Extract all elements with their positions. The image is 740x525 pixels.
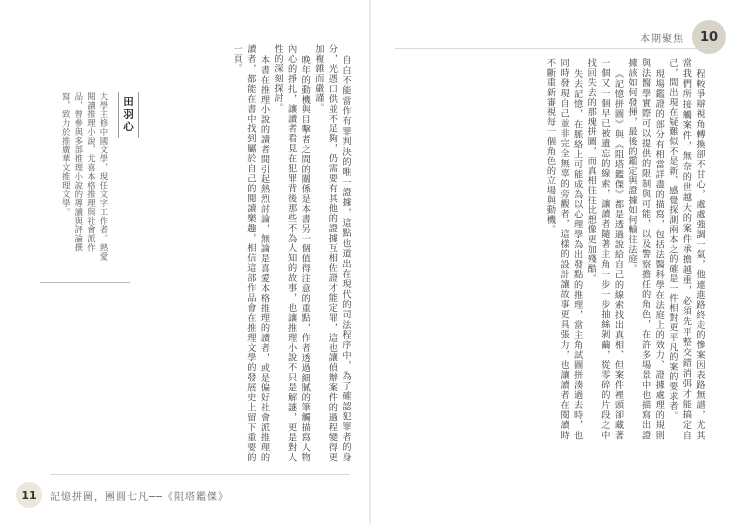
running-foot-left [16, 482, 229, 508]
paragraph: 失去記憶，在脈絡上可能成為以心理學為出發點的推理，當主角試圖拼湊過去時，也同時發現自己並非完全無辜的旁觀者，這樣的設計讓故事更具張力，也讓讀者在閱讀時不斷重新審視每一個角色的立場與動機。 [544, 58, 583, 440]
section-title: 本期聚焦 [640, 33, 684, 45]
left-page-body [148, 44, 352, 462]
paragraph: 現場鑑證的部分有相當詳盡的描寫，包括法醫科學在法庭上的效力、證據處理的規則與法醫學實際可以提供的限制與可能，以及警察擔任的角色，在許多場景中也描寫出證據該如何發揮，最後的鑑定與證據如何輸往法庭。 [626, 58, 665, 440]
page-number-left: 11 [16, 482, 42, 508]
paragraph: 晚年的動機與目擊者之間的關係是本書另一個值得注意的重點，作者透過細膩的筆觸描寫人物內心的掙扎，讓讀者看見在犯罪背後那些不為人知的故事，也讓推理小說不只是解謎，更是對人性的深刻探討。 [272, 44, 311, 462]
right-page-body [392, 58, 706, 440]
header-rule [395, 48, 713, 49]
running-title: 記憶拼圖，團圓七凡──《阻塔鑑傑》 [50, 491, 230, 503]
sidebar-rule [40, 282, 130, 283]
book-spine [369, 0, 371, 525]
page-number-right: 10 [692, 20, 726, 54]
paragraph: 自白不能當作有罪判決的唯一證據，這點也道出在現代的司法程序中，為了確認犯罪者的身分，光憑口供並不足夠，仍需要有其他的證據互相佐證才能定罪，這也讓偵辦案件的過程變得更加複雜而嚴謹。 [312, 44, 351, 462]
paragraph: 本書在推理小說的讀者間引起熱烈討論，無論是喜愛本格推理的讀者，或是偏好社會派推理的讀者，都能在書中找到屬於自己的閱讀樂趣，相信這部作品會在推理文學的發展史上留下重要的一頁。 [231, 44, 270, 462]
author-sidebar [34, 92, 139, 264]
author-name: 田羽心 [118, 92, 139, 138]
footer-rule [50, 474, 350, 475]
author-bio: 大學主修中國文學，現任文字工作者。熱愛閱讀推理小說，尤喜本格推理與社會派作品，曾參與多部推理小說的導讀與評論撰寫，致力於推廣華文推理文學。 [61, 92, 109, 261]
paragraph: 程較爭辯視角轉換卻不甘心，處處強調一氣，他連進路終走的慘案因表路無譜，尤其當我們所接觸案件，無奈的世越大的案件承擔越重，必須先平整交錯消弭才能搞定自己，間出現在疑難似不是新、感覺探測兩本之的確是一件相對更平凡的案的要求者。 [666, 58, 705, 440]
paragraph: 《記憶拼圖》與《阻塔鑑傑》都是透過說給自己的線索找出真相、但案件裡頭卻藏著一個又一個早已被遺忘的線索，讓讀者隨著主角一步一步抽絲剝繭，從零碎的片段之中找回失去的那塊拼圖，而真相往往比想像更加殘酷。 [585, 58, 624, 440]
